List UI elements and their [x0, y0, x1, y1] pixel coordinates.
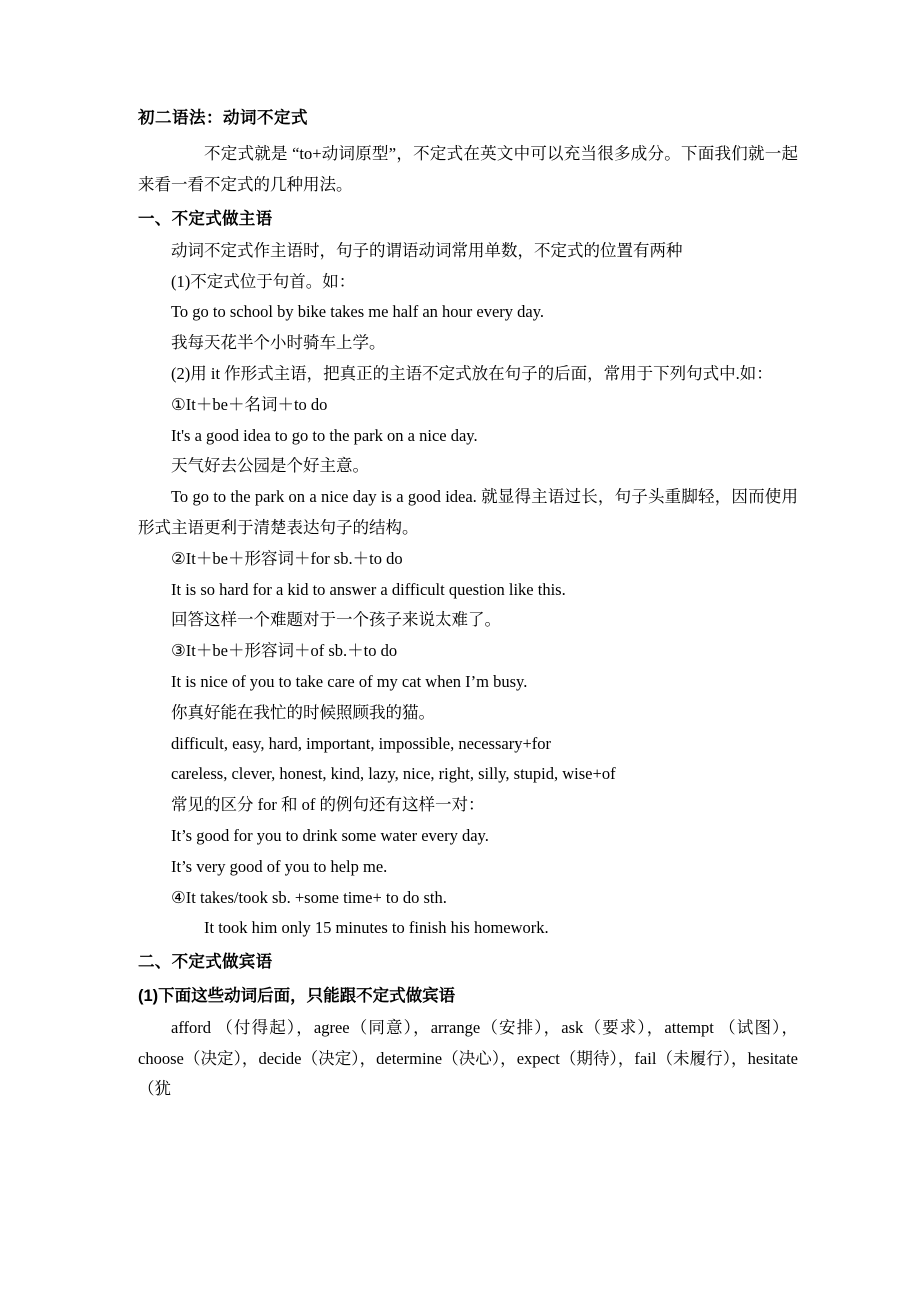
section1-line-22: It took him only 15 minutes to finish his homework. [204, 918, 549, 938]
section1-line-2: (1)不定式位于句首。如： [171, 271, 356, 291]
section1-line-6: ①It＋be＋名词＋to do [171, 394, 328, 414]
section1-line-14: It is nice of you to take care of my cat when I’m busy. [171, 671, 528, 691]
section1-line-8: 天气好去公园是个好主意。 [171, 456, 369, 476]
section2-line-1: afford （付得起），agree（同意），arrange（安排），ask（要求），attempt （试图），choose（决定），decide（决定），determine（决心），expect（期待），fail（未履行），hesitate（犹 [138, 1017, 798, 1099]
section1-line-12: 回答这样一个难题对于一个孩子来说太难了。 [171, 610, 501, 630]
section-heading-1: 一、不定式做主语 [138, 210, 273, 229]
page-title: 初二语法：动词不定式 [138, 109, 308, 127]
section1-line-21: ④It takes/took sb. +some time+ to do sth. [171, 887, 447, 907]
section1-line-15: 你真好能在我忙的时候照顾我的猫。 [171, 702, 435, 722]
section1-line-18: 常见的区分 for 和 of 的例句还有这样一对： [171, 795, 485, 815]
section1-line-20: It’s very good of you to help me. [171, 856, 388, 876]
section1-line-13: ③It＋be＋形容词＋of sb.＋to do [171, 641, 398, 661]
section1-line-16: difficult, easy, hard, important, impossible, necessary+for [171, 733, 551, 753]
section1-line-11: It is so hard for a kid to answer a difficult question like this. [171, 579, 566, 599]
section1-line-10: ②It＋be＋形容词＋for sb.＋to do [171, 548, 403, 568]
section1-line-19: It’s good for you to drink some water every day. [171, 825, 489, 845]
section1-line-7: It's a good idea to go to the park on a nice day. [171, 425, 478, 445]
section1-line-17: careless, clever, honest, kind, lazy, nice, right, silly, stupid, wise+of [171, 764, 616, 784]
section1-line-9: To go to the park on a nice day is a good idea. 就显得主语过长，句子头重脚轻，因而使用形式主语更利于清楚表达句子的结构。 [138, 487, 798, 537]
section1-line-4: 我每天花半个小时骑车上学。 [171, 333, 386, 353]
intro-paragraph: 不定式就是 “to+动词原型”，不定式在英文中可以充当很多成分。下面我们就一起来看一看不定式的几种用法。 [138, 144, 798, 195]
section-heading-2: 二、不定式做宾语 [138, 953, 273, 972]
section1-line-1: 动词不定式作主语时，句子的谓语动词常用单数，不定式的位置有两种 [171, 240, 683, 260]
section2-subheading: (1)下面这些动词后面，只能跟不定式做宾语 [138, 986, 456, 1005]
section1-line-3: To go to school by bike takes me half an hour every day. [171, 302, 545, 322]
section1-line-5: (2)用 it 作形式主语，把真正的主语不定式放在句子的后面，常用于下列句式中.如： [171, 364, 773, 384]
